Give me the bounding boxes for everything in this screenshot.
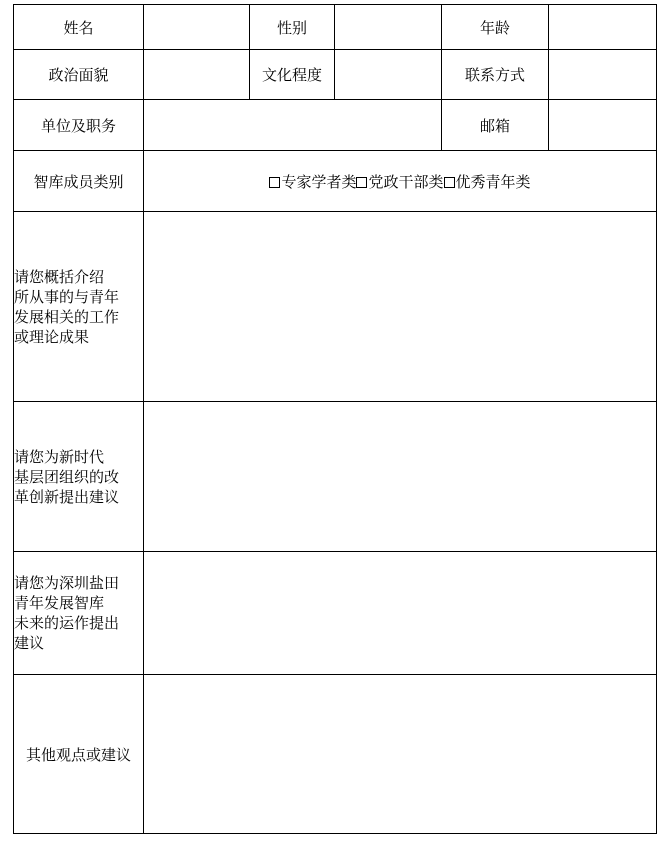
achievements-label-line: 请您概括介绍 — [14, 267, 105, 286]
form-row-reform-suggestions — [14, 402, 657, 552]
reform-label-line: 革创新提出建议 — [14, 487, 120, 506]
form-row-basic-info — [14, 5, 657, 50]
think-tank-label — [14, 552, 144, 675]
achievements-label — [14, 212, 144, 402]
politics-label: 政治面貌 — [14, 50, 144, 100]
checkbox-icon[interactable] — [269, 177, 280, 188]
form-row-think-tank-suggestions — [14, 552, 657, 675]
name-field[interactable] — [144, 5, 250, 50]
category-option-label: 党政干部类 — [368, 172, 444, 191]
gender-label: 性别 — [250, 5, 335, 50]
unit-label: 单位及职务 — [14, 100, 144, 151]
gender-field[interactable] — [335, 5, 442, 50]
unit-field[interactable] — [144, 100, 442, 151]
achievements-label-line: 发展相关的工作 — [14, 307, 120, 326]
politics-field[interactable] — [144, 50, 250, 100]
think-tank-field[interactable] — [144, 552, 657, 675]
age-label: 年龄 — [442, 5, 549, 50]
age-field[interactable] — [549, 5, 657, 50]
reform-label-line: 基层团组织的改 — [14, 467, 120, 486]
achievements-field[interactable] — [144, 212, 657, 402]
category-options — [144, 151, 657, 212]
think-tank-label-line: 建议 — [14, 634, 45, 652]
category-label: 智库成员类别 — [14, 151, 144, 212]
form-row-unit-email — [14, 100, 657, 151]
think-tank-label-line: 青年发展智库 — [14, 594, 105, 612]
education-label: 文化程度 — [250, 50, 335, 100]
other-label: 其他观点或建议 — [14, 675, 144, 834]
education-field[interactable] — [335, 50, 442, 100]
think-tank-label-line: 请您为深圳盐田 — [14, 574, 120, 592]
email-field[interactable] — [549, 100, 657, 151]
reform-field[interactable] — [144, 402, 657, 552]
contact-field[interactable] — [549, 50, 657, 100]
category-option-official[interactable] — [356, 173, 443, 191]
checkbox-icon[interactable] — [356, 177, 367, 188]
application-form-table — [13, 4, 657, 834]
category-option-label: 优秀青年类 — [455, 172, 531, 191]
category-option-label: 专家学者类 — [281, 172, 357, 191]
form-row-other — [14, 675, 657, 834]
achievements-label-line: 或理论成果 — [14, 327, 90, 346]
achievements-label-line: 所从事的与青年 — [14, 287, 120, 306]
form-row-category — [14, 151, 657, 212]
reform-label-line: 请您为新时代 — [14, 447, 105, 466]
category-option-youth[interactable] — [444, 173, 531, 191]
checkbox-icon[interactable] — [444, 177, 455, 188]
reform-label — [14, 402, 144, 552]
contact-label: 联系方式 — [442, 50, 549, 100]
name-label: 姓名 — [14, 5, 144, 50]
category-option-expert[interactable] — [269, 173, 356, 191]
form-row-politics-education — [14, 50, 657, 100]
think-tank-label-line: 未来的运作提出 — [14, 614, 120, 632]
email-label: 邮箱 — [442, 100, 549, 151]
form-row-achievements — [14, 212, 657, 402]
other-field[interactable] — [144, 675, 657, 834]
